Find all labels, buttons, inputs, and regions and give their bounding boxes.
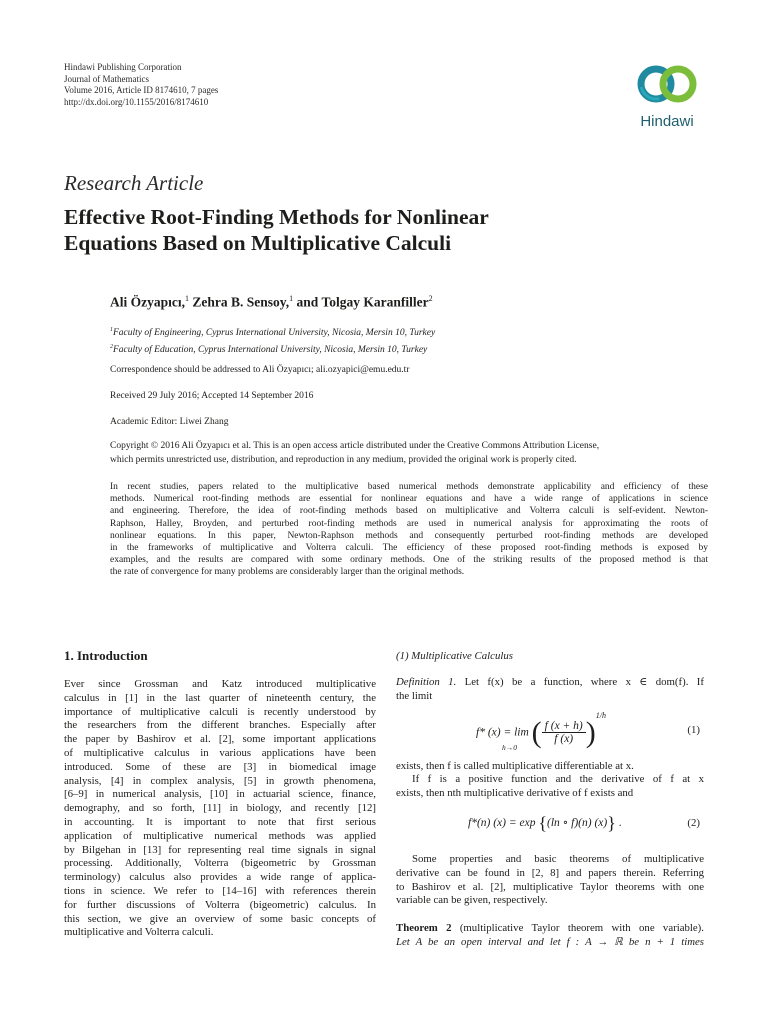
text-line: for further discussions of Volterra (bigeometric) calculus. In (64, 898, 376, 911)
text-line: terminology) calculus also provides a wide range of applica- (64, 871, 376, 884)
authors (110, 294, 433, 311)
text-line: variable can be given, respectively. (396, 894, 548, 907)
paper-title (64, 204, 489, 256)
abstract-line: in the frameworks of multiplicative and Volterra calculi. The efficiency of these proposed root-finding methods is exposed by (110, 543, 708, 554)
brace-right: } (607, 812, 616, 833)
right-column (396, 648, 704, 950)
affiliation-text: Faculty of Education, Cyprus International University, Nicosia, Mersin 10, Turkey (113, 345, 428, 356)
received-date: Received 29 July 2016; Accepted 14 September 2016 (110, 391, 314, 401)
text-line: analysis, [4] in complex analysis, [5] in growth phenomena, (64, 774, 376, 787)
abstract-line: nonlinear equations. In this paper, Newton-Raphson methods and consequently perturbed root-finding methods are developed (110, 530, 708, 541)
paren-right: ) (585, 715, 596, 749)
author-name: Tolgay Karanfiller (321, 294, 429, 310)
text-line (396, 676, 704, 690)
copyright (110, 440, 708, 467)
text-line: introduced. Some of these are [3] in biomedical image (64, 760, 376, 773)
affiliation-text: Faculty of Engineering, Cyprus International University, Nicosia, Mersin 10, Turkey (113, 328, 436, 339)
abstract (110, 481, 708, 579)
text-line: calculus in [1] in the last quarter of nineteenth century, the (64, 691, 376, 704)
text-line: application of multiplicative numerical methods was applied (64, 829, 376, 842)
affil-marker: 2 (428, 294, 433, 303)
doi-link[interactable]: http://dx.doi.org/10.1155/2016/8174610 (64, 96, 209, 107)
text-line: importance of multiplicative calculi is recently understood by (64, 705, 376, 718)
journal-name: Journal of Mathematics (64, 73, 149, 84)
author-name: Ali Özyapıcı, (110, 294, 185, 310)
logo-text: Hindawi (640, 113, 694, 130)
equation-body (476, 711, 606, 750)
text-line: of multiplicative calculus in various applications have been (64, 746, 376, 759)
correspondence: Correspondence should be addressed to Ali Özyapıcı; ali.ozyapici@emu.edu.tr (110, 365, 410, 375)
copyright-line: Copyright © 2016 Ali Özyapıcı et al. This is an open access article distributed under the Creative Commons Attribution License, (110, 441, 600, 451)
equation-2 (396, 809, 704, 853)
text-line: [6–9] in numerical analysis, [10] in actuarial science, finance, (64, 788, 376, 801)
journal-info (64, 62, 218, 108)
text-line: Some properties and basic theorems of multiplicative (412, 852, 704, 865)
abstract-line: and engineering. Therefore, the idea of root-finding methods based on multiplicative and Volterra calculi is self-evident. Newton- (110, 506, 708, 517)
hindawi-logo (626, 58, 708, 130)
eq-numerator: f (x + h) (542, 720, 586, 733)
text-line: If f is a positive function and the derivative of f at x (412, 773, 704, 786)
section-heading: 1. Introduction (64, 648, 148, 663)
affil-marker: 1 (289, 294, 294, 303)
abstract-line: examples, and the results are compared with some ordinary methods. One of the striking results of the proposed method is that (110, 555, 708, 566)
theorem-2 (396, 922, 704, 950)
publisher: Hindawi Publishing Corporation (64, 62, 182, 72)
text-line: tions in science. We refer to [14–16] with references therein (64, 884, 376, 897)
and-text: and (296, 294, 319, 310)
subsection-heading: (1) Multiplicative Calculus (396, 650, 513, 662)
definition-text: Let f(x) be a function, where x ∈ dom(f). If (464, 676, 704, 688)
theorem-label: Theorem 2 (396, 922, 452, 935)
eq-lhs: f*(n) (x) = exp (468, 817, 536, 830)
abstract-line: methods. Numerical root-finding methods are essential for nonlinear equations and have a wide range of applications in science (110, 494, 708, 505)
text-line: to Bashirov et al. [2], multiplicative Taylor theorems with one (396, 880, 704, 893)
affiliations (110, 323, 435, 357)
affiliation (110, 340, 435, 357)
title-line: Equations Based on Multiplicative Calculi (64, 231, 452, 255)
volume-info: Volume 2016, Article ID 8174610, 7 pages (64, 85, 219, 95)
text-line: Let A be an open interval and let f : A → ℝ be n + 1 times (396, 935, 704, 948)
abstract-line: In recent studies, papers related to the multiplicative based numerical methods demonstrate applicability and efficiency of these (110, 482, 708, 492)
abstract-line: the rate of convergence for many problems are considerably larger than the original methods. (110, 567, 465, 578)
paragraph (396, 853, 704, 908)
academic-editor: Academic Editor: Liwei Zhang (110, 417, 229, 427)
left-column (64, 648, 376, 940)
affiliation (110, 323, 435, 340)
eq-inner: (ln ∘ f)(n) (x) (546, 817, 608, 830)
abstract-line: Raphson, Halley, Broyden, and perturbed root-finding methods are used in numerical analysis for approximating the roots of (110, 518, 708, 529)
definition-label: Definition 1. (396, 676, 457, 688)
eq-lhs: f* (x) = lim (476, 726, 529, 739)
definition-1 (396, 676, 704, 704)
equation-number: (2) (687, 816, 700, 829)
brace-left: { (538, 812, 547, 833)
text-line: the paper by Bashirov et al. [2], some important applications (64, 733, 376, 746)
text-line: the limit (396, 689, 433, 702)
text-line: this section, we give an overview of some basic concepts of (64, 912, 376, 925)
limit-subscript: h→0 (502, 742, 517, 752)
equation-1 (396, 710, 704, 760)
eq-denominator: f (x) (554, 733, 574, 746)
text-line: in accounting. It is important to note that first serious (64, 815, 376, 828)
text-line: multiplicative and Volterra calculi. (64, 926, 214, 939)
text-line: processing. Additionally, Volterra (bigeometric by Grossman (64, 857, 376, 870)
fraction (542, 720, 586, 745)
text-line: exists, then nth multiplicative derivative of f exists and (396, 787, 634, 800)
text-line: derivative can be found in [2, 8] and papers therein. Referring (396, 866, 704, 879)
intro-paragraph (64, 678, 376, 940)
paren-left: ( (531, 715, 542, 749)
hindawi-logo-icon (626, 58, 708, 110)
author-name: Zehra B. Sensoy, (192, 294, 290, 310)
text-line: demography, and so forth, [11] in biology, and recently [12] (64, 802, 376, 815)
copyright-line: which permits unrestricted use, distribution, and reproduction in any medium, provided the original work is properly cited. (110, 454, 577, 465)
text-line: exists, then f is called multiplicative differentiable at x. (396, 759, 634, 772)
title-line: Effective Root-Finding Methods for Nonlinear (64, 205, 489, 229)
article-type: Research Article (64, 171, 204, 195)
text-line: the researchers from the different branches. Especially after (64, 719, 376, 732)
affil-marker: 1 (185, 294, 189, 303)
text-line (396, 922, 704, 936)
affil-marker: 1 (110, 327, 113, 333)
text-line: by Bilgehan in [13] for representing real time signals in signal (64, 843, 376, 856)
text-line: Ever since Grossman and Katz introduced multiplicative (64, 678, 376, 690)
theorem-caption: (multiplicative Taylor theorem with one variable). (459, 922, 704, 935)
equation-number: (1) (687, 723, 700, 736)
eq-exponent: 1/h (595, 711, 606, 721)
affil-marker: 2 (110, 344, 113, 351)
equation-body: f*(n) (x) = exp {(ln ∘ f)(n) (x)} . (468, 812, 622, 833)
paragraph (396, 760, 704, 801)
